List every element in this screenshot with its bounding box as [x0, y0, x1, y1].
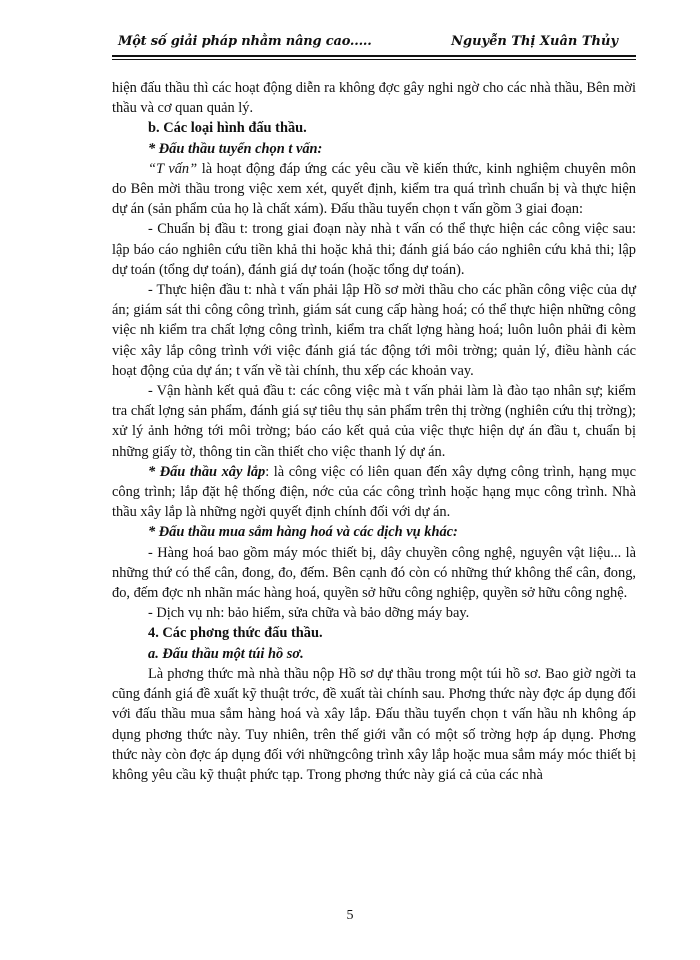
consulting-definition-text: là hoạt động đáp ứng các yêu cầu về kiến thức, kinh nghiệm chuyên môn do Bên mời thầu trong việc xem xét, quyết định, kiểm tra quá trình chuẩn bị và thực hiện dự án (sản phẩm của họ là chất xám). Đấu thầu tuyển chọn t vấn gồm 3 giai đoạn: — [112, 160, 636, 218]
header-title: Một số giải pháp nhằm nâng cao..... — [118, 34, 372, 49]
header-rule — [112, 55, 636, 57]
paragraph-goods: - Hàng hoá bao gồm máy móc thiết bị, dây chuyền công nghệ, nguyên vật liệu... là những thứ có thể cân, đong, đo, đếm. Bên cạnh đó còn có những thứ không thể cân, đong, đo, đếm đợc nh nhãn mác hàng hoá, quyền sở hữu công nghiệp, quyền sở hữu công nghệ. — [112, 544, 636, 602]
paragraph-continuation: hiện đấu thầu thì các hoạt động diễn ra không đợc gây nghi ngờ cho các nhà thầu, Bên mời thầu và cơ quan quản lý. — [112, 80, 636, 117]
heading-4: 4. Các phơng thức đấu thầu. — [148, 625, 323, 642]
paragraph-preparation: - Chuẩn bị đầu t: trong giai đoạn này nhà t vấn có thể thực hiện các công việc sau: lập báo cáo nghiên cứu tiền khả thi hoặc khả thi; đánh giá báo cáo nghiên cứu khả thi; lập dự toán (tổng dự toán), đánh giá dự toán (hoặc tổng dự toán). — [112, 221, 636, 278]
heading-consulting: * Đấu thầu tuyển chọn t vấn: — [148, 140, 323, 157]
body-text — [112, 78, 636, 785]
running-header — [118, 30, 618, 52]
paragraph-implementation: - Thực hiện đầu t: nhà t vấn phải lập Hồ sơ mời thầu cho các phần công việc của dự án; giám sát thi công công trình, giám sát cung cấp hàng hoá; có thể thực hiện những công việc nh kiểm tra chất lợng công trình, kiểm tra chất lợng hàng hoá; luôn luôn phải đi kèm việc xây lắp công trình với việc đánh giá tác động tới môi trờng; quản lý, điều hành các hoạt động của dự án; t vấn về tài chính, thu xếp các khoản vay. — [112, 282, 636, 379]
heading-b: b. Các loại hình đấu thầu. — [148, 120, 307, 137]
header-rule-thin — [112, 59, 636, 60]
header-author: Nguyễn Thị Xuân Thủy — [451, 34, 618, 49]
paragraph-operation: - Vận hành kết quả đầu t: các công việc mà t vấn phải làm là đào tạo nhân sự; kiểm tra chất lợng sản phẩm, đánh giá sự tiêu thụ sản phẩm trên thị trờng (nghiên cứu thị trờng); xử lý ảnh hởng tới môi trờng; báo cáo kết quả của việc thực hiện dự án đầu t, chuẩn bị những giấy tờ, thông tin cần thiết cho việc thanh lý dự án. — [112, 383, 636, 460]
heading-a: a. Đấu thầu một túi hồ sơ. — [148, 645, 304, 662]
page-number: 5 — [346, 908, 354, 923]
consulting-term: “T vấn” — [148, 160, 198, 177]
paragraph-one-envelope: Là phơng thức mà nhà thầu nộp Hồ sơ dự thầu trong một túi hồ sơ. Bao giờ ngời ta cũng đánh giá đề xuất kỹ thuật trớc, đề xuất tài chính sau. Phơng thức này đợc áp dụng đối với đấu thầu mua sắm hàng hoá và xây lắp. Đấu thầu tuyển chọn t vấn hầu nh không áp dụng phơng thức này. Tuy nhiên, trên thế giới vẫn có một số trờng hợp áp dụng. Phơng thức này còn đợc áp dụng đối với nhữngcông trình xây lắp hoặc mua sắm máy móc thiết bị không yêu cầu kỹ thuật phức tạp. Trong phơng thức này giá cả của các nhà — [112, 665, 636, 783]
construction-heading: * Đấu thầu xây lắp — [148, 463, 266, 480]
paragraph-services: - Dịch vụ nh: bảo hiểm, sửa chữa và bảo dỡng máy bay. — [148, 605, 470, 622]
paragraph-construction — [112, 462, 636, 523]
construction-text: : là công việc có liên quan đến xây dựng công trình, hạng mục công trình; lắp đặt hệ thống điện, nớc của các công trình hoặc hạng mục công trình. Nhà thầu xây lắp là những ngời quyết định chính đối với dự án. — [112, 463, 637, 521]
heading-procurement: * Đấu thầu mua sắm hàng hoá và các dịch vụ khác: — [148, 524, 458, 541]
paragraph-consulting-definition — [112, 159, 636, 220]
